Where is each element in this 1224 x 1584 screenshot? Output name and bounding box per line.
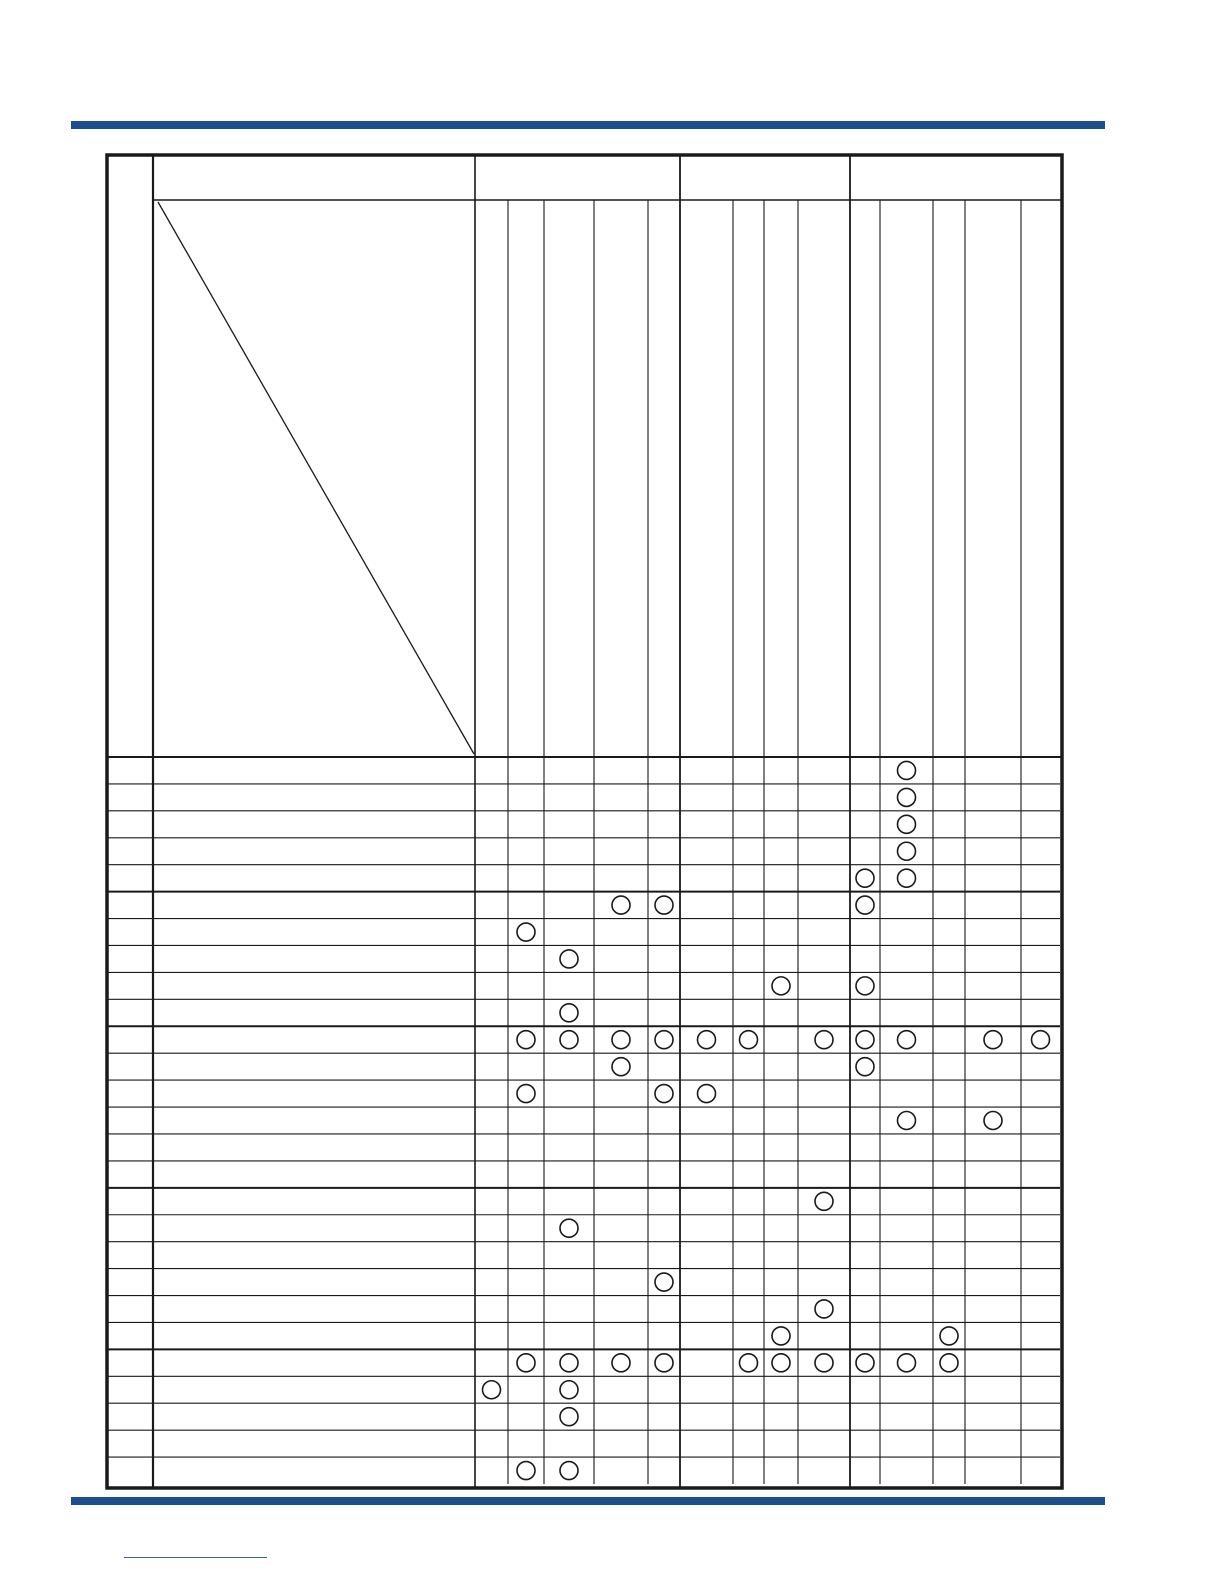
circle-mark <box>655 1273 673 1291</box>
circle-mark <box>517 923 535 941</box>
circle-mark <box>856 977 874 995</box>
circle-mark <box>815 1354 833 1372</box>
circle-mark <box>740 1031 758 1049</box>
circle-mark <box>772 977 790 995</box>
circle-mark <box>898 869 916 887</box>
circle-mark <box>856 1058 874 1076</box>
circle-mark <box>560 1462 578 1480</box>
circle-mark <box>815 1192 833 1210</box>
circle-mark <box>898 842 916 860</box>
circle-mark <box>740 1354 758 1372</box>
circle-mark <box>856 869 874 887</box>
circle-mark <box>898 761 916 779</box>
circle-mark <box>856 896 874 914</box>
circle-mark <box>940 1327 958 1345</box>
circle-mark <box>612 1031 630 1049</box>
circle-mark <box>560 1004 578 1022</box>
circle-mark <box>772 1327 790 1345</box>
circle-mark <box>517 1462 535 1480</box>
circle-mark <box>655 1354 673 1372</box>
circle-mark <box>815 1300 833 1318</box>
circle-mark <box>655 1085 673 1103</box>
circle-mark <box>898 788 916 806</box>
circle-mark <box>517 1085 535 1103</box>
circle-mark <box>483 1381 501 1399</box>
circle-mark <box>1032 1031 1050 1049</box>
header-diagonal <box>158 202 474 754</box>
circle-mark <box>612 1058 630 1076</box>
circle-mark <box>655 896 673 914</box>
circle-mark <box>856 1031 874 1049</box>
circle-mark <box>898 1031 916 1049</box>
circle-mark <box>560 1354 578 1372</box>
circle-mark <box>560 950 578 968</box>
circle-mark <box>560 1408 578 1426</box>
circle-mark <box>772 1354 790 1372</box>
circle-mark <box>898 1354 916 1372</box>
circle-mark <box>655 1031 673 1049</box>
footer-link-underline[interactable] <box>124 1557 267 1558</box>
table-lines <box>107 155 1062 1488</box>
circle-mark <box>898 1112 916 1130</box>
circle-mark <box>517 1031 535 1049</box>
circle-mark <box>815 1031 833 1049</box>
circle-mark <box>940 1354 958 1372</box>
circle-mark <box>984 1031 1002 1049</box>
circle-mark <box>560 1031 578 1049</box>
circle-mark <box>612 1354 630 1372</box>
circle-mark <box>560 1219 578 1237</box>
circle-mark <box>898 815 916 833</box>
circle-mark <box>984 1112 1002 1130</box>
circle-mark <box>560 1381 578 1399</box>
circle-mark <box>517 1354 535 1372</box>
circle-mark <box>698 1085 716 1103</box>
circle-mark <box>612 896 630 914</box>
circle-mark <box>856 1354 874 1372</box>
circle-mark <box>698 1031 716 1049</box>
table-frame <box>107 155 1062 1488</box>
